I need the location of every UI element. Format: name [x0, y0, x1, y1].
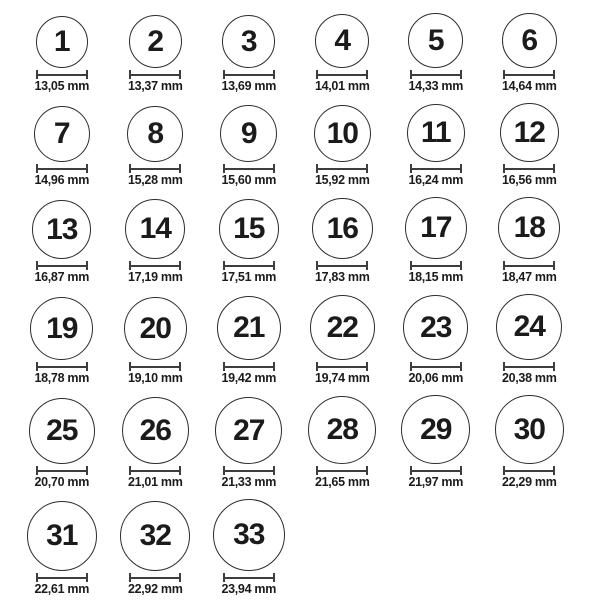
ring-diameter-label: 19,42 mm	[221, 371, 277, 385]
dimension-bar	[317, 470, 367, 472]
dimension-tick-right	[273, 70, 275, 79]
dimension-line	[129, 164, 181, 173]
ring-size-cell	[109, 106, 203, 187]
dimension-line	[223, 573, 275, 582]
ring-size-number: 18	[513, 211, 545, 244]
dimension-tick-right	[273, 362, 275, 371]
ring-circle	[403, 295, 468, 360]
ring-diameter-label: 18,15 mm	[408, 270, 464, 284]
ring-size-number: 30	[513, 412, 545, 446]
ring-size-cell	[202, 105, 296, 187]
ring-size-cell	[109, 199, 203, 284]
dimension-bar	[37, 470, 87, 472]
ring-size-cell	[483, 13, 577, 93]
dimension-bar	[411, 74, 461, 76]
ring-diameter-label: 13,37 mm	[127, 79, 183, 93]
ring-circle	[496, 294, 562, 360]
ring-size-cell	[483, 294, 577, 385]
ring-size-row	[15, 499, 600, 596]
ring-size-number: 11	[420, 116, 451, 149]
dimension-line	[36, 70, 88, 79]
ring-diameter-label: 20,38 mm	[501, 371, 557, 385]
dimension-tick-right	[86, 261, 88, 270]
ring-size-number: 22	[326, 310, 358, 344]
dimension-tick-right	[273, 466, 275, 475]
ring-circle	[213, 499, 285, 571]
ring-circle	[36, 16, 88, 68]
ring-diameter-label: 21,01 mm	[127, 475, 183, 489]
dimension-bar	[411, 168, 461, 170]
ring-circle	[312, 198, 373, 259]
dimension-line	[36, 164, 88, 173]
ring-size-number: 28	[326, 413, 358, 446]
ring-diameter-label: 17,83 mm	[314, 270, 370, 284]
ring-circle	[127, 106, 183, 162]
ring-diameter-label: 17,51 mm	[221, 270, 277, 284]
dimension-bar	[317, 366, 367, 368]
ring-size-cell	[15, 200, 109, 284]
dimension-bar	[130, 366, 180, 368]
dimension-line	[503, 70, 555, 79]
ring-size-cell	[15, 398, 109, 489]
ring-size-cell	[296, 295, 390, 385]
ring-diameter-label: 20,06 mm	[408, 371, 464, 385]
dimension-line	[223, 261, 275, 270]
ring-circle	[217, 296, 281, 360]
ring-size-number: 24	[513, 310, 545, 343]
ring-diameter-label: 21,33 mm	[221, 475, 277, 489]
ring-size-cell	[15, 297, 109, 385]
ring-circle	[405, 197, 467, 259]
ring-circle	[408, 13, 463, 68]
dimension-line	[503, 261, 555, 270]
dimension-tick-right	[553, 164, 555, 173]
dimension-tick-right	[86, 466, 88, 475]
ring-circle	[310, 295, 375, 360]
dimension-bar	[224, 74, 274, 76]
ring-diameter-label: 17,19 mm	[127, 270, 183, 284]
ring-size-number: 13	[46, 212, 78, 246]
ring-size-number: 6	[521, 23, 538, 57]
ring-circle	[120, 501, 190, 571]
dimension-bar	[37, 168, 87, 170]
ring-size-cell	[109, 297, 203, 385]
ring-size-number: 16	[326, 211, 358, 245]
ring-circle	[315, 14, 369, 68]
ring-diameter-label: 21,65 mm	[314, 475, 370, 489]
ring-size-number: 4	[334, 24, 351, 57]
dimension-bar	[37, 366, 87, 368]
dimension-line	[316, 261, 368, 270]
ring-diameter-label: 22,61 mm	[34, 582, 90, 596]
dimension-tick-right	[553, 466, 555, 475]
ring-circle	[122, 397, 189, 464]
dimension-tick-right	[179, 261, 181, 270]
dimension-bar	[37, 265, 87, 267]
dimension-line	[36, 362, 88, 371]
ring-size-cell	[109, 501, 203, 596]
dimension-line	[223, 70, 275, 79]
ring-circle	[498, 197, 560, 259]
ring-size-cell	[296, 105, 390, 187]
ring-circle	[407, 104, 465, 162]
ring-diameter-label: 21,97 mm	[408, 475, 464, 489]
dimension-line	[129, 261, 181, 270]
ring-size-number: 7	[53, 117, 70, 150]
dimension-tick-right	[179, 164, 181, 173]
dimension-tick-right	[460, 362, 462, 371]
dimension-tick-right	[179, 362, 181, 371]
dimension-tick-right	[366, 164, 368, 173]
dimension-line	[410, 261, 462, 270]
dimension-line	[129, 466, 181, 475]
ring-size-cell	[389, 197, 483, 284]
dimension-tick-right	[273, 573, 275, 582]
ring-diameter-label: 16,24 mm	[408, 173, 464, 187]
ring-diameter-label: 14,96 mm	[34, 173, 90, 187]
ring-size-number: 10	[326, 116, 358, 150]
dimension-line	[129, 70, 181, 79]
ring-size-number: 1	[53, 25, 70, 58]
dimension-line	[410, 164, 462, 173]
ring-size-number: 25	[46, 414, 78, 447]
dimension-tick-right	[86, 362, 88, 371]
dimension-bar	[224, 168, 274, 170]
dimension-tick-right	[460, 466, 462, 475]
ring-size-number: 23	[420, 310, 452, 344]
ring-circle	[29, 398, 95, 464]
dimension-tick-right	[179, 573, 181, 582]
ring-size-number: 14	[139, 212, 171, 245]
dimension-line	[36, 573, 88, 582]
ring-circle	[314, 105, 371, 162]
dimension-bar	[504, 74, 554, 76]
dimension-tick-right	[273, 164, 275, 173]
dimension-bar	[37, 74, 87, 76]
dimension-bar	[130, 168, 180, 170]
ring-diameter-label: 20,70 mm	[34, 475, 90, 489]
ring-size-cell	[109, 15, 203, 93]
dimension-bar	[411, 470, 461, 472]
ring-size-cell	[202, 397, 296, 489]
ring-diameter-label: 18,47 mm	[501, 270, 557, 284]
dimension-bar	[224, 577, 274, 579]
ring-size-number: 27	[233, 413, 265, 447]
ring-diameter-label: 23,94 mm	[221, 582, 277, 596]
ring-size-number: 9	[240, 116, 257, 150]
dimension-line	[503, 466, 555, 475]
ring-circle	[308, 396, 376, 464]
dimension-bar	[130, 265, 180, 267]
ring-circle	[401, 395, 470, 464]
dimension-line	[410, 70, 462, 79]
ring-diameter-label: 15,60 mm	[221, 173, 277, 187]
dimension-tick-right	[86, 164, 88, 173]
dimension-tick-right	[86, 573, 88, 582]
ring-diameter-label: 19,74 mm	[314, 371, 370, 385]
ring-diameter-label: 22,29 mm	[501, 475, 557, 489]
dimension-tick-right	[460, 70, 462, 79]
ring-circle	[502, 13, 557, 68]
dimension-tick-right	[366, 261, 368, 270]
ring-diameter-label: 15,28 mm	[127, 173, 183, 187]
dimension-tick-right	[460, 164, 462, 173]
ring-size-number: 2	[147, 24, 164, 58]
ring-size-cell	[15, 501, 109, 596]
dimension-tick-right	[179, 466, 181, 475]
dimension-line	[129, 362, 181, 371]
ring-diameter-label: 13,05 mm	[34, 79, 90, 93]
ring-circle	[222, 15, 275, 68]
ring-size-cell	[483, 103, 577, 187]
dimension-line	[223, 164, 275, 173]
dimension-bar	[504, 265, 554, 267]
ring-size-cell	[483, 197, 577, 284]
dimension-bar	[504, 168, 554, 170]
dimension-bar	[224, 470, 274, 472]
ring-size-number: 5	[427, 23, 444, 57]
ring-circle	[220, 105, 277, 162]
ring-diameter-label: 19,10 mm	[127, 371, 183, 385]
dimension-line	[129, 573, 181, 582]
dimension-bar	[224, 265, 274, 267]
ring-size-number: 32	[139, 519, 171, 552]
dimension-tick-right	[366, 362, 368, 371]
ring-size-row	[15, 103, 600, 187]
dimension-bar	[317, 265, 367, 267]
dimension-bar	[130, 74, 180, 76]
ring-size-number: 31	[46, 519, 78, 552]
ring-diameter-label: 16,87 mm	[34, 270, 90, 284]
ring-size-cell	[202, 199, 296, 284]
dimension-line	[503, 362, 555, 371]
dimension-line	[223, 466, 275, 475]
ring-size-number: 8	[147, 117, 164, 150]
ring-diameter-label: 18,78 mm	[34, 371, 90, 385]
dimension-line	[410, 466, 462, 475]
ring-diameter-label: 14,01 mm	[314, 79, 370, 93]
ring-size-cell	[296, 14, 390, 93]
ring-size-number: 26	[139, 413, 171, 447]
ring-size-cell	[389, 104, 483, 187]
ring-circle	[124, 297, 187, 360]
dimension-tick-right	[553, 362, 555, 371]
ring-diameter-label: 14,33 mm	[408, 79, 464, 93]
ring-circle	[30, 297, 93, 360]
dimension-tick-right	[366, 466, 368, 475]
ring-circle	[500, 103, 559, 162]
ring-diameter-label: 13,69 mm	[221, 79, 277, 93]
ring-size-cell	[296, 396, 390, 489]
ring-circle	[32, 200, 91, 259]
ring-circle	[495, 395, 564, 464]
dimension-bar	[504, 366, 554, 368]
ring-size-cell	[15, 16, 109, 93]
dimension-line	[316, 164, 368, 173]
ring-size-number: 21	[233, 311, 265, 344]
ring-diameter-label: 22,92 mm	[127, 582, 183, 596]
dimension-tick-right	[366, 70, 368, 79]
ring-size-row	[15, 395, 600, 489]
dimension-line	[316, 466, 368, 475]
ring-size-cell	[389, 395, 483, 489]
ring-diameter-label: 14,64 mm	[501, 79, 557, 93]
dimension-line	[503, 164, 555, 173]
ring-diameter-label: 16,56 mm	[501, 173, 557, 187]
dimension-line	[36, 466, 88, 475]
dimension-tick-right	[553, 70, 555, 79]
ring-size-row	[15, 197, 600, 284]
ring-circle	[125, 199, 185, 259]
ring-size-number: 33	[233, 518, 265, 551]
ring-size-cell	[109, 397, 203, 489]
dimension-line	[36, 261, 88, 270]
ring-circle	[129, 15, 182, 68]
ring-size-cell	[15, 106, 109, 187]
ring-size-cell	[202, 296, 296, 385]
ring-size-number: 12	[513, 115, 545, 149]
dimension-tick-right	[553, 261, 555, 270]
ring-size-number: 29	[420, 412, 452, 446]
dimension-bar	[224, 366, 274, 368]
dimension-tick-right	[273, 261, 275, 270]
dimension-line	[223, 362, 275, 371]
ring-circle	[34, 106, 90, 162]
dimension-tick-right	[179, 70, 181, 79]
ring-size-cell	[202, 15, 296, 93]
dimension-bar	[411, 366, 461, 368]
dimension-line	[410, 362, 462, 371]
ring-size-cell	[202, 499, 296, 596]
dimension-bar	[317, 74, 367, 76]
ring-circle	[215, 397, 282, 464]
ring-circle	[219, 199, 279, 259]
ring-size-cell	[483, 395, 577, 489]
dimension-bar	[37, 577, 87, 579]
ring-size-cell	[389, 13, 483, 93]
ring-circle	[27, 501, 97, 571]
dimension-bar	[130, 470, 180, 472]
ring-size-number: 19	[46, 311, 78, 345]
ring-size-number: 15	[233, 212, 265, 245]
dimension-bar	[130, 577, 180, 579]
ring-diameter-label: 15,92 mm	[314, 173, 370, 187]
dimension-bar	[504, 470, 554, 472]
dimension-bar	[317, 168, 367, 170]
ring-size-cell	[296, 198, 390, 284]
dimension-line	[316, 70, 368, 79]
ring-size-number: 20	[139, 311, 171, 345]
dimension-line	[316, 362, 368, 371]
ring-size-row	[15, 294, 600, 385]
ring-size-row	[15, 13, 600, 93]
dimension-bar	[411, 265, 461, 267]
dimension-tick-right	[86, 70, 88, 79]
ring-size-number: 3	[240, 24, 257, 58]
dimension-tick-right	[460, 261, 462, 270]
ring-size-number: 17	[420, 211, 452, 244]
ring-size-cell	[389, 295, 483, 385]
